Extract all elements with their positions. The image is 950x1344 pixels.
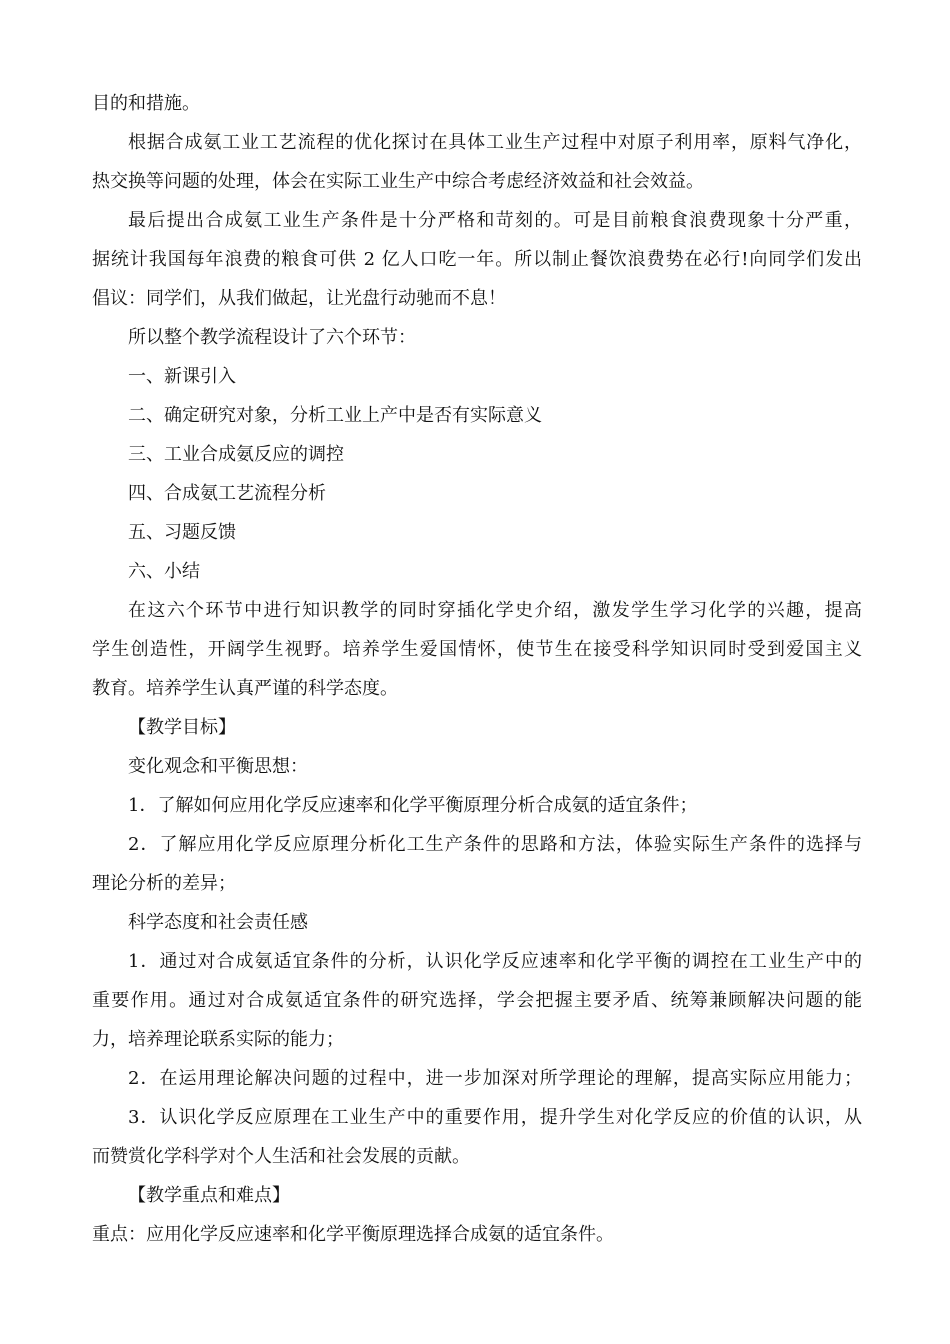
text-line: 目的和措施。: [92, 93, 200, 114]
text-line: 热交换等问题的处理，体会在实际工业生产中综合考虑经济效益和社会效益。: [92, 171, 704, 192]
text-line: 根据合成氨工业工艺流程的优化探讨在具体工业生产过程中对原子利用率，原料气净化，: [128, 132, 862, 153]
section-heading: 【教学重点和难点】: [128, 1185, 290, 1206]
text-line: 在这六个环节中进行知识教学的同时穿插化学史介绍，激发学生学习化学的兴趣，提高: [128, 600, 862, 621]
text-line: 所以整个教学流程设计了六个环节：: [128, 327, 416, 348]
text-line: 重要作用。通过对合成氨适宜条件的研究选择，学会把握主要矛盾、统筹兼顾解决问题的能: [92, 990, 862, 1011]
section-heading: 【教学目标】: [128, 717, 236, 738]
text-line: 据统计我国每年浪费的粮食可供 2 亿人口吃一年。所以制止餐饮浪费势在必行!向同学们发出: [92, 249, 862, 270]
list-item: 二、确定研究对象，分析工业上产中是否有实际意义: [128, 405, 542, 426]
subsection-heading: 变化观念和平衡思想：: [128, 756, 308, 777]
list-item: 五、习题反馈: [128, 522, 236, 543]
text-line: 重点：应用化学反应速率和化学平衡原理选择合成氨的适宜条件。: [92, 1224, 614, 1245]
list-item: 2．在运用理论解决问题的过程中，进一步加深对所学理论的理解，提高实际应用能力；: [128, 1068, 862, 1089]
text-line: 倡议：同学们，从我们做起，让光盘行动驰而不息！: [92, 288, 506, 309]
text-line: 力，培养理论联系实际的能力；: [92, 1029, 344, 1050]
document-page: [92, 84, 862, 1254]
text-line: 而赞赏化学科学对个人生活和社会发展的贡献。: [92, 1146, 470, 1167]
text-line: 学生创造性，开阔学生视野。培养学生爱国情怀，使节生在接受科学知识同时受到爱国主义: [92, 639, 862, 660]
text-line: 理论分析的差异；: [92, 873, 236, 894]
list-item: 2．了解应用化学反应原理分析化工生产条件的思路和方法，体验实际生产条件的选择与: [128, 834, 862, 855]
list-item: 四、合成氨工艺流程分析: [128, 483, 326, 504]
text-line: 最后提出合成氨工业生产条件是十分严格和苛刻的。可是目前粮食浪费现象十分严重，: [128, 210, 862, 231]
list-item: 一、新课引入: [128, 366, 236, 387]
list-item: 1．通过对合成氨适宜条件的分析，认识化学反应速率和化学平衡的调控在工业生产中的: [128, 951, 862, 972]
subsection-heading: 科学态度和社会责任感: [128, 912, 308, 933]
list-item: 3．认识化学反应原理在工业生产中的重要作用，提升学生对化学反应的价值的认识，从: [128, 1107, 862, 1128]
list-item: 1．了解如何应用化学反应速率和化学平衡原理分析合成氨的适宜条件；: [128, 795, 698, 816]
text-line: 教育。培养学生认真严谨的科学态度。: [92, 678, 398, 699]
list-item: 六、小结: [128, 561, 200, 582]
list-item: 三、工业合成氨反应的调控: [128, 444, 344, 465]
